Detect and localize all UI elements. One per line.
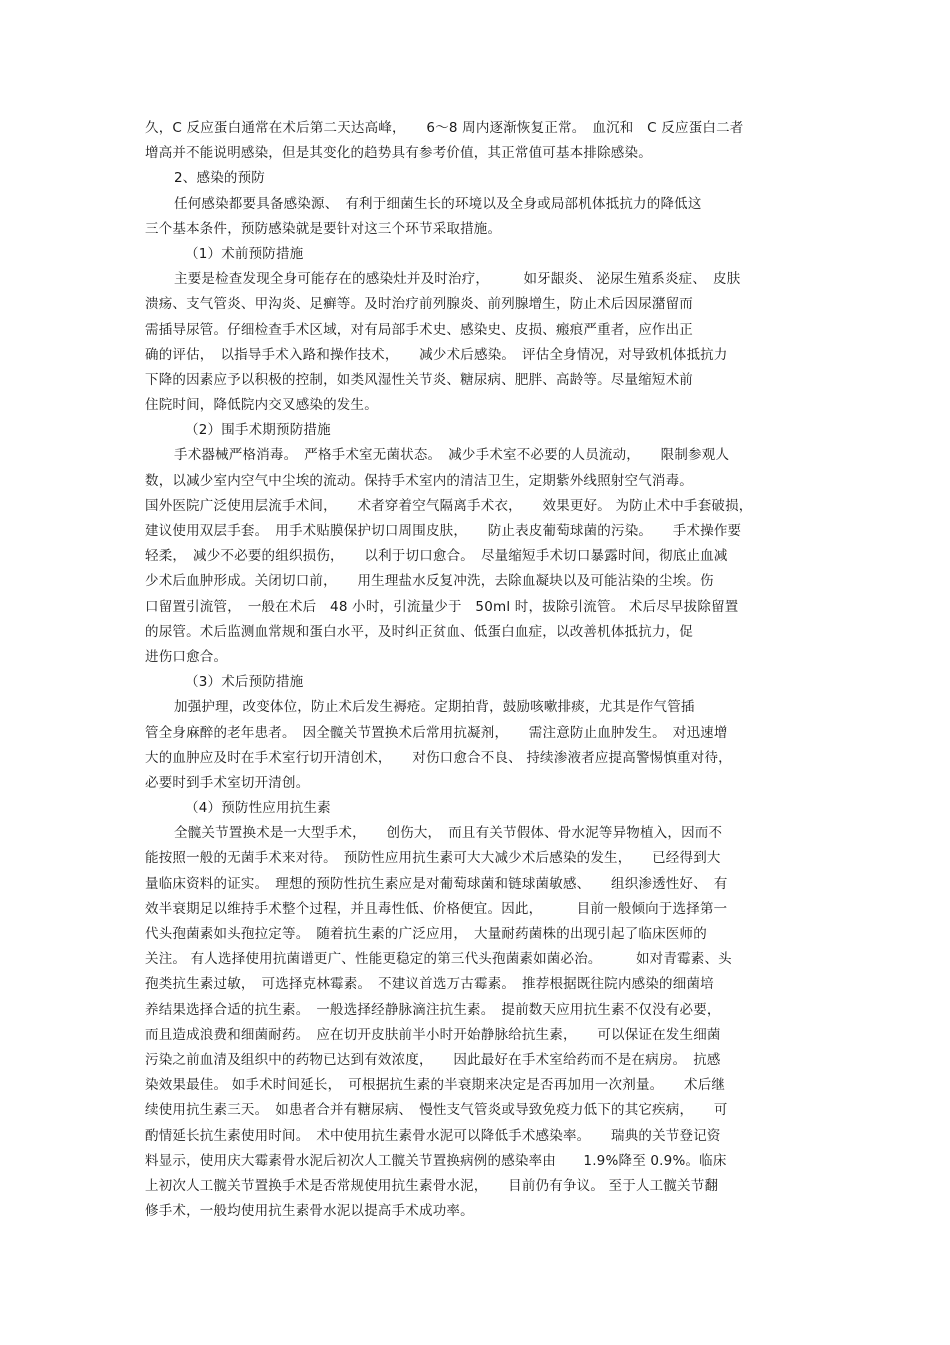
section-heading: （1）术前预防措施 (185, 245, 304, 262)
text-line: 代头孢菌素如头孢拉定等。 随着抗生素的广泛应用， 大量耐药菌株的出现引起了临床医师的 (145, 926, 707, 942)
text-line: 任何感染都要具备感染源、 有利于细菌生长的环境以及全身或局部机体抵抗力的降低这 (174, 195, 702, 212)
document-body (145, 116, 810, 1224)
text-line: 溃疡、支气管炎、甲沟炎、足癣等。及时治疗前列腺炎、前列腺增生，防止术后因尿潴留而 (145, 296, 693, 313)
text-line: 酌情延长抗生素使用时间。 术中使用抗生素骨水泥可以降低手术感染率。 瑞典的关节登记资 (145, 1127, 721, 1144)
text-line: 2、感染的预防 (174, 170, 265, 187)
text-line: 料显示，使用庆大霉素骨水泥后初次人工髋关节置换病例的感染率由 1.9%降至 0.9%。临床 (145, 1152, 727, 1169)
section-heading: （2）围手术期预防措施 (185, 422, 331, 439)
text-line: 轻柔， 减少不必要的组织损伤， 以利于切口愈合。 尽量缩短手术切口暴露时间，彻底止血减 (145, 548, 728, 565)
text-line: 主要是检查发现全身可能存在的感染灶并及时治疗， 如牙龈炎、 泌尿生殖系炎症、 皮肤 (174, 271, 741, 288)
text-line: 量临床资料的证实。 理想的预防性抗生素应是对葡萄球菌和链球菌敏感、 组织渗透性好、 有 (145, 875, 728, 892)
section-heading: （3）术后预防措施 (185, 674, 304, 691)
text-line: 三个基本条件，预防感染就是要针对这三个环节采取措施。 (145, 220, 502, 237)
text-line: 国外医院广泛使用层流手术间， 术者穿着空气隔离手术衣， 效果更好。 为防止术中手套破损， (145, 497, 753, 514)
text-line: 建议使用双层手套。 用手术贴膜保护切口周围皮肤， 防止表皮葡萄球菌的污染。 手术操作要 (145, 523, 742, 539)
text-line: 进伤口愈合。 (145, 648, 228, 665)
text-line: 能按照一般的无菌手术来对待。 预防性应用抗生素可大大减少术后感染的发生， 已经得到大 (145, 850, 721, 867)
text-line: 全髋关节置换术是一大型手术， 创伤大， 而且有关节假体、骨水泥等异物植入，因而不 (174, 825, 723, 842)
text-line: 数，以减少室内空气中尘埃的流动。保持手术室内的清洁卫生，定期紫外线照射空气消毒。 (145, 472, 693, 489)
text-line: 增高并不能说明感染，但是其变化的趋势具有参考价值，其正常值可基本排除感染。 (145, 145, 652, 162)
text-line: 需插导尿管。仔细检查手术区域，对有局部手术史、感染史、皮损、瘢痕严重者，应作出正 (145, 321, 693, 338)
text-line: 加强护理，改变体位，防止术后发生褥疮。定期拍背，鼓励咳嗽排痰，尤其是作气管插 (174, 699, 695, 716)
text-line: 孢类抗生素过敏， 可选择克林霉素。 不建议首选万古霉素。 推荐根据既往院内感染的细菌培 (145, 976, 714, 993)
text-line: 手术器械严格消毒。 严格手术室无菌状态。 减少手术室不必要的人员流动， 限制参观人 (174, 447, 730, 464)
text-line: 大的血肿应及时在手术室行切开清创术， 对伤口愈合不良、 持续渗液者应提高警惕慎重对待， (145, 749, 732, 766)
text-line: 确的评估， 以指导手术入路和操作技术， 减少术后感染。 评估全身情况，对导致机体抵抗力 (145, 346, 728, 363)
text-line: 而且造成浪费和细菌耐药。 应在切开皮肤前半小时开始静脉给抗生素， 可以保证在发生细菌 (145, 1026, 721, 1043)
text-line: 养结果选择合适的抗生素。 一般选择经静脉滴注抗生素。 提前数天应用抗生素不仅没有必要， (145, 1001, 721, 1018)
text-line: 必要时到手术室切开清创。 (145, 774, 310, 791)
text-line: 上初次人工髋关节置换手术是否常规使用抗生素骨水泥， 目前仍有争议。 至于人工髋关节翻 (145, 1177, 719, 1194)
section-heading: （4）预防性应用抗生素 (185, 800, 331, 817)
text-line: 效半衰期足以维持手术整个过程，并且毒性低、价格便宜。因此， 目前一般倾向于选择第一 (145, 900, 728, 917)
text-line: 管全身麻醉的老年患者。 因全髋关节置换术后常用抗凝剂， 需注意防止血肿发生。 对迅速增 (145, 724, 728, 741)
text-line: 的尿管。术后监测血常规和蛋白水平，及时纠正贫血、低蛋白血症，以改善机体抵抗力，促 (145, 623, 693, 640)
text-line: 下降的因素应予以积极的控制，如类风湿性关节炎、糖尿病、肥胖、高龄等。尽量缩短术前 (145, 371, 693, 388)
text-line: 关注。 有人选择使用抗菌谱更广、性能更稳定的第三代头孢菌素如菌必治。 如对青霉素、头 (145, 951, 732, 968)
text-line: 住院时间，降低院内交叉感染的发生。 (145, 397, 378, 414)
text-line: 少术后血肿形成。关闭切口前， 用生理盐水反复冲洗，去除血凝块以及可能沾染的尘埃。伤 (145, 573, 714, 590)
text-line: 污染之前血清及组织中的药物已达到有效浓度， 因此最好在手术室给药而不是在病房。 抗感 (145, 1051, 721, 1068)
text-line: 久，C 反应蛋白通常在术后第二天达高峰， 6～8 周内逐渐恢复正常。 血沉和 C 反应蛋白二者 (145, 120, 744, 136)
text-line: 续使用抗生素三天。 如患者合并有糖尿病、 慢性支气管炎或导致免疫力低下的其它疾病， 可 (145, 1102, 728, 1119)
text-line: 染效果最佳。 如手术时间延长， 可根据抗生素的半衰期来决定是否再加用一次剂量。 术后继 (145, 1077, 726, 1094)
text-line: 修手术，一般均使用抗生素骨水泥以提高手术成功率。 (145, 1203, 474, 1220)
text-line: 口留置引流管， 一般在术后 48 小时，引流量少于 50ml 时，拔除引流管。 术后尽早拔除留置 (145, 598, 739, 615)
